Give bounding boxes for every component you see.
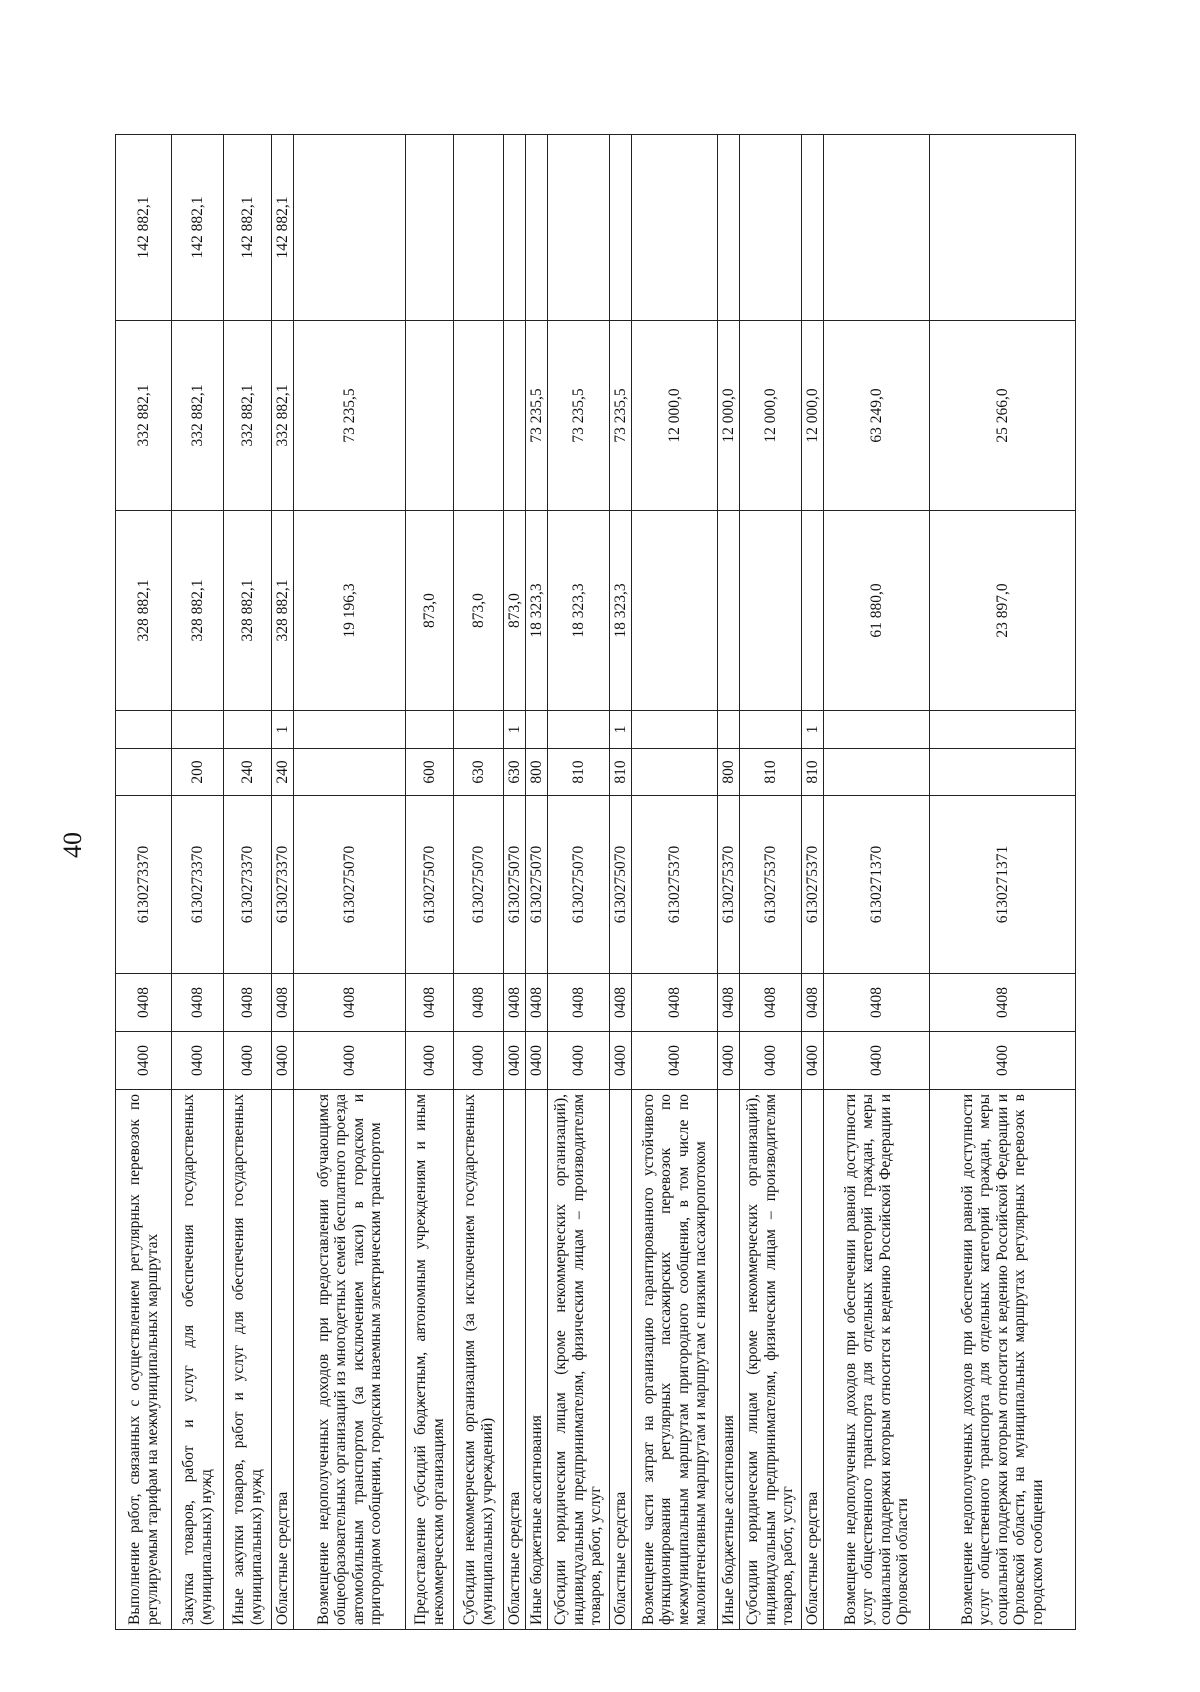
amount-1-cell: 18 323,3 [526, 511, 548, 711]
funding-source-cell [526, 711, 548, 749]
subsection-code-cell: 0408 [740, 974, 802, 1032]
funding-source-cell [740, 711, 802, 749]
target-article-cell: 6130271370 [824, 796, 930, 974]
section-code-cell: 0400 [294, 1032, 406, 1090]
funding-source-cell [930, 711, 1076, 749]
amount-3-cell [610, 135, 632, 321]
amount-1-cell: 328 882,1 [224, 511, 272, 711]
target-article-cell: 6130271371 [930, 796, 1076, 974]
table-row [802, 135, 824, 1630]
amount-3-cell: 142 882,1 [224, 135, 272, 321]
row-name-cell: Возмещение недополученных доходов при обеспечении равной доступности услуг общественного транспорта для отдельных категорий граждан, меры социальной поддержки которым относится к ведению Российской Федерации и Орловской области, на муниципальных маршрутах регулярных перевозок в городском сообщении [930, 1090, 1076, 1630]
table-row [824, 135, 930, 1630]
expense-type-cell [116, 749, 172, 796]
row-name-cell: Выполнение работ, связанных с осуществлением регулярных перевозок по регулируемым тарифам на межмуниципальных маршрутах [116, 1090, 172, 1630]
amount-3-cell: 142 882,1 [116, 135, 172, 321]
amount-3-cell [930, 135, 1076, 321]
expense-type-cell: 800 [718, 749, 740, 796]
amount-1-cell [632, 511, 718, 711]
target-article-cell: 6130273370 [172, 796, 224, 974]
funding-source-cell: 1 [272, 711, 294, 749]
funding-source-cell [116, 711, 172, 749]
expense-type-cell: 630 [454, 749, 504, 796]
target-article-cell: 6130275070 [406, 796, 454, 974]
amount-3-cell [824, 135, 930, 321]
expense-type-cell: 240 [224, 749, 272, 796]
amount-3-cell [548, 135, 610, 321]
amount-2-cell: 332 882,1 [172, 321, 224, 511]
target-article-cell: 6130275070 [454, 796, 504, 974]
subsection-code-cell: 0408 [526, 974, 548, 1032]
amount-3-cell [632, 135, 718, 321]
amount-2-cell: 73 235,5 [526, 321, 548, 511]
funding-source-cell [406, 711, 454, 749]
target-article-cell: 6130275070 [548, 796, 610, 974]
amount-1-cell [740, 511, 802, 711]
amount-2-cell [454, 321, 504, 511]
section-code-cell: 0400 [224, 1032, 272, 1090]
table-row [504, 135, 526, 1630]
subsection-code-cell: 0408 [824, 974, 930, 1032]
table-row [526, 135, 548, 1630]
amount-2-cell: 73 235,5 [294, 321, 406, 511]
amount-1-cell: 328 882,1 [116, 511, 172, 711]
funding-source-cell: 1 [802, 711, 824, 749]
subsection-code-cell: 0408 [930, 974, 1076, 1032]
expense-type-cell [632, 749, 718, 796]
subsection-code-cell: 0408 [454, 974, 504, 1032]
subsection-code-cell: 0408 [548, 974, 610, 1032]
row-name-cell: Субсидии некоммерческим организациям (за исключением государственных (муниципальных) учреждений) [454, 1090, 504, 1630]
target-article-cell: 6130275070 [526, 796, 548, 974]
table-row [610, 135, 632, 1630]
funding-source-cell [454, 711, 504, 749]
target-article-cell: 6130273370 [116, 796, 172, 974]
funding-source-cell [224, 711, 272, 749]
funding-source-cell: 1 [504, 711, 526, 749]
funding-source-cell [294, 711, 406, 749]
amount-3-cell: 142 882,1 [172, 135, 224, 321]
page-number: 40 [58, 832, 87, 858]
row-name-cell: Областные средства [504, 1090, 526, 1630]
section-code-cell: 0400 [406, 1032, 454, 1090]
section-code-cell: 0400 [504, 1032, 526, 1090]
amount-2-cell: 73 235,5 [548, 321, 610, 511]
row-name-cell: Иные бюджетные ассигнования [526, 1090, 548, 1630]
target-article-cell: 6130275370 [802, 796, 824, 974]
expense-type-cell: 810 [802, 749, 824, 796]
amount-2-cell: 332 882,1 [224, 321, 272, 511]
amount-1-cell: 873,0 [504, 511, 526, 711]
table-row [718, 135, 740, 1630]
table-body [116, 135, 1076, 1630]
table-row [930, 135, 1076, 1630]
table-row [632, 135, 718, 1630]
subsection-code-cell: 0408 [406, 974, 454, 1032]
amount-1-cell: 18 323,3 [548, 511, 610, 711]
rotated-table-container [115, 135, 1075, 1630]
expense-type-cell: 240 [272, 749, 294, 796]
amount-3-cell: 142 882,1 [272, 135, 294, 321]
section-code-cell: 0400 [116, 1032, 172, 1090]
row-name-cell: Закупка товаров, работ и услуг для обеспечения государственных (муниципальных) нужд [172, 1090, 224, 1630]
section-code-cell: 0400 [632, 1032, 718, 1090]
subsection-code-cell: 0408 [172, 974, 224, 1032]
funding-source-cell [172, 711, 224, 749]
target-article-cell: 6130275370 [632, 796, 718, 974]
amount-1-cell [718, 511, 740, 711]
amount-1-cell: 873,0 [406, 511, 454, 711]
expense-type-cell: 810 [610, 749, 632, 796]
amount-2-cell: 12 000,0 [718, 321, 740, 511]
amount-1-cell: 61 880,0 [824, 511, 930, 711]
subsection-code-cell: 0408 [802, 974, 824, 1032]
subsection-code-cell: 0408 [610, 974, 632, 1032]
section-code-cell: 0400 [610, 1032, 632, 1090]
amount-1-cell: 23 897,0 [930, 511, 1076, 711]
funding-source-cell [824, 711, 930, 749]
amount-3-cell [740, 135, 802, 321]
subsection-code-cell: 0408 [504, 974, 526, 1032]
row-name-cell: Субсидии юридическим лицам (кроме некоммерческих организаций), индивидуальным предпринимателям, физическим лицам – производителям товаров, работ, услуг [740, 1090, 802, 1630]
subsection-code-cell: 0408 [632, 974, 718, 1032]
amount-2-cell [406, 321, 454, 511]
amount-2-cell: 63 249,0 [824, 321, 930, 511]
expense-type-cell: 810 [740, 749, 802, 796]
amount-3-cell [454, 135, 504, 321]
subsection-code-cell: 0408 [718, 974, 740, 1032]
amount-1-cell: 19 196,3 [294, 511, 406, 711]
section-code-cell: 0400 [172, 1032, 224, 1090]
expense-type-cell: 800 [526, 749, 548, 796]
amount-2-cell: 332 882,1 [116, 321, 172, 511]
section-code-cell: 0400 [272, 1032, 294, 1090]
table-row [294, 135, 406, 1630]
amount-2-cell [504, 321, 526, 511]
amount-2-cell: 12 000,0 [632, 321, 718, 511]
amount-2-cell: 12 000,0 [740, 321, 802, 511]
expense-type-cell [294, 749, 406, 796]
expense-type-cell: 630 [504, 749, 526, 796]
subsection-code-cell: 0408 [116, 974, 172, 1032]
row-name-cell: Областные средства [802, 1090, 824, 1630]
expense-type-cell [930, 749, 1076, 796]
section-code-cell: 0400 [718, 1032, 740, 1090]
table-row [172, 135, 224, 1630]
target-article-cell: 6130273370 [272, 796, 294, 974]
section-code-cell: 0400 [824, 1032, 930, 1090]
expense-type-cell: 810 [548, 749, 610, 796]
row-name-cell: Иные закупки товаров, работ и услуг для обеспечения государственных (муниципальных) нужд [224, 1090, 272, 1630]
row-name-cell: Возмещение недополученных доходов при предоставлении обучающимся общеобразовательных организаций из многодетных семей бесплатного проезда автомобильным транспортом (за исключением такси) в городском и пригородном сообщении, городским наземным электрическим транспортом [294, 1090, 406, 1630]
target-article-cell: 6130275370 [718, 796, 740, 974]
section-code-cell: 0400 [802, 1032, 824, 1090]
target-article-cell: 6130275070 [294, 796, 406, 974]
funding-source-cell [718, 711, 740, 749]
subsection-code-cell: 0408 [294, 974, 406, 1032]
target-article-cell: 6130273370 [224, 796, 272, 974]
budget-table [115, 134, 1076, 1630]
table-row [116, 135, 172, 1630]
amount-3-cell [406, 135, 454, 321]
expense-type-cell [824, 749, 930, 796]
table-row [224, 135, 272, 1630]
expense-type-cell: 600 [406, 749, 454, 796]
amount-1-cell: 328 882,1 [272, 511, 294, 711]
section-code-cell: 0400 [526, 1032, 548, 1090]
section-code-cell: 0400 [930, 1032, 1076, 1090]
subsection-code-cell: 0408 [224, 974, 272, 1032]
row-name-cell: Субсидии юридическим лицам (кроме некоммерческих организаций), индивидуальным предпринимателям, физическим лицам – производителям товаров, работ, услуг [548, 1090, 610, 1630]
target-article-cell: 6130275070 [504, 796, 526, 974]
funding-source-cell [632, 711, 718, 749]
expense-type-cell: 200 [172, 749, 224, 796]
amount-3-cell [802, 135, 824, 321]
amount-2-cell: 25 266,0 [930, 321, 1076, 511]
target-article-cell: 6130275370 [740, 796, 802, 974]
row-name-cell: Предоставление субсидий бюджетным, автономным учреждениям и иным некоммерческим организациям [406, 1090, 454, 1630]
amount-3-cell [504, 135, 526, 321]
table-row [454, 135, 504, 1630]
amount-3-cell [294, 135, 406, 321]
table-row [740, 135, 802, 1630]
funding-source-cell [548, 711, 610, 749]
amount-3-cell [718, 135, 740, 321]
amount-2-cell: 12 000,0 [802, 321, 824, 511]
funding-source-cell: 1 [610, 711, 632, 749]
section-code-cell: 0400 [740, 1032, 802, 1090]
amount-1-cell: 328 882,1 [172, 511, 224, 711]
row-name-cell: Возмещение части затрат на организацию гарантированного устойчивого функционирования регулярных пассажирских перевозок по межмуниципальным маршрутам пригородного сообщения, в том числе по малоинтенсивным маршрутам и маршрутам с низким пассажиропотоком [632, 1090, 718, 1630]
section-code-cell: 0400 [454, 1032, 504, 1090]
row-name-cell: Возмещение недополученных доходов при обеспечении равной доступности услуг общественного транспорта для отдельных категорий граждан, меры социальной поддержки которым относится к ведению Российской Федерации и Орловской области [824, 1090, 930, 1630]
table-row [272, 135, 294, 1630]
amount-1-cell: 873,0 [454, 511, 504, 711]
row-name-cell: Областные средства [272, 1090, 294, 1630]
amount-1-cell: 18 323,3 [610, 511, 632, 711]
table-row [548, 135, 610, 1630]
section-code-cell: 0400 [548, 1032, 610, 1090]
table-row [406, 135, 454, 1630]
subsection-code-cell: 0408 [272, 974, 294, 1032]
amount-3-cell [526, 135, 548, 321]
row-name-cell: Иные бюджетные ассигнования [718, 1090, 740, 1630]
target-article-cell: 6130275070 [610, 796, 632, 974]
amount-2-cell: 73 235,5 [610, 321, 632, 511]
row-name-cell: Областные средства [610, 1090, 632, 1630]
amount-1-cell [802, 511, 824, 711]
amount-2-cell: 332 882,1 [272, 321, 294, 511]
